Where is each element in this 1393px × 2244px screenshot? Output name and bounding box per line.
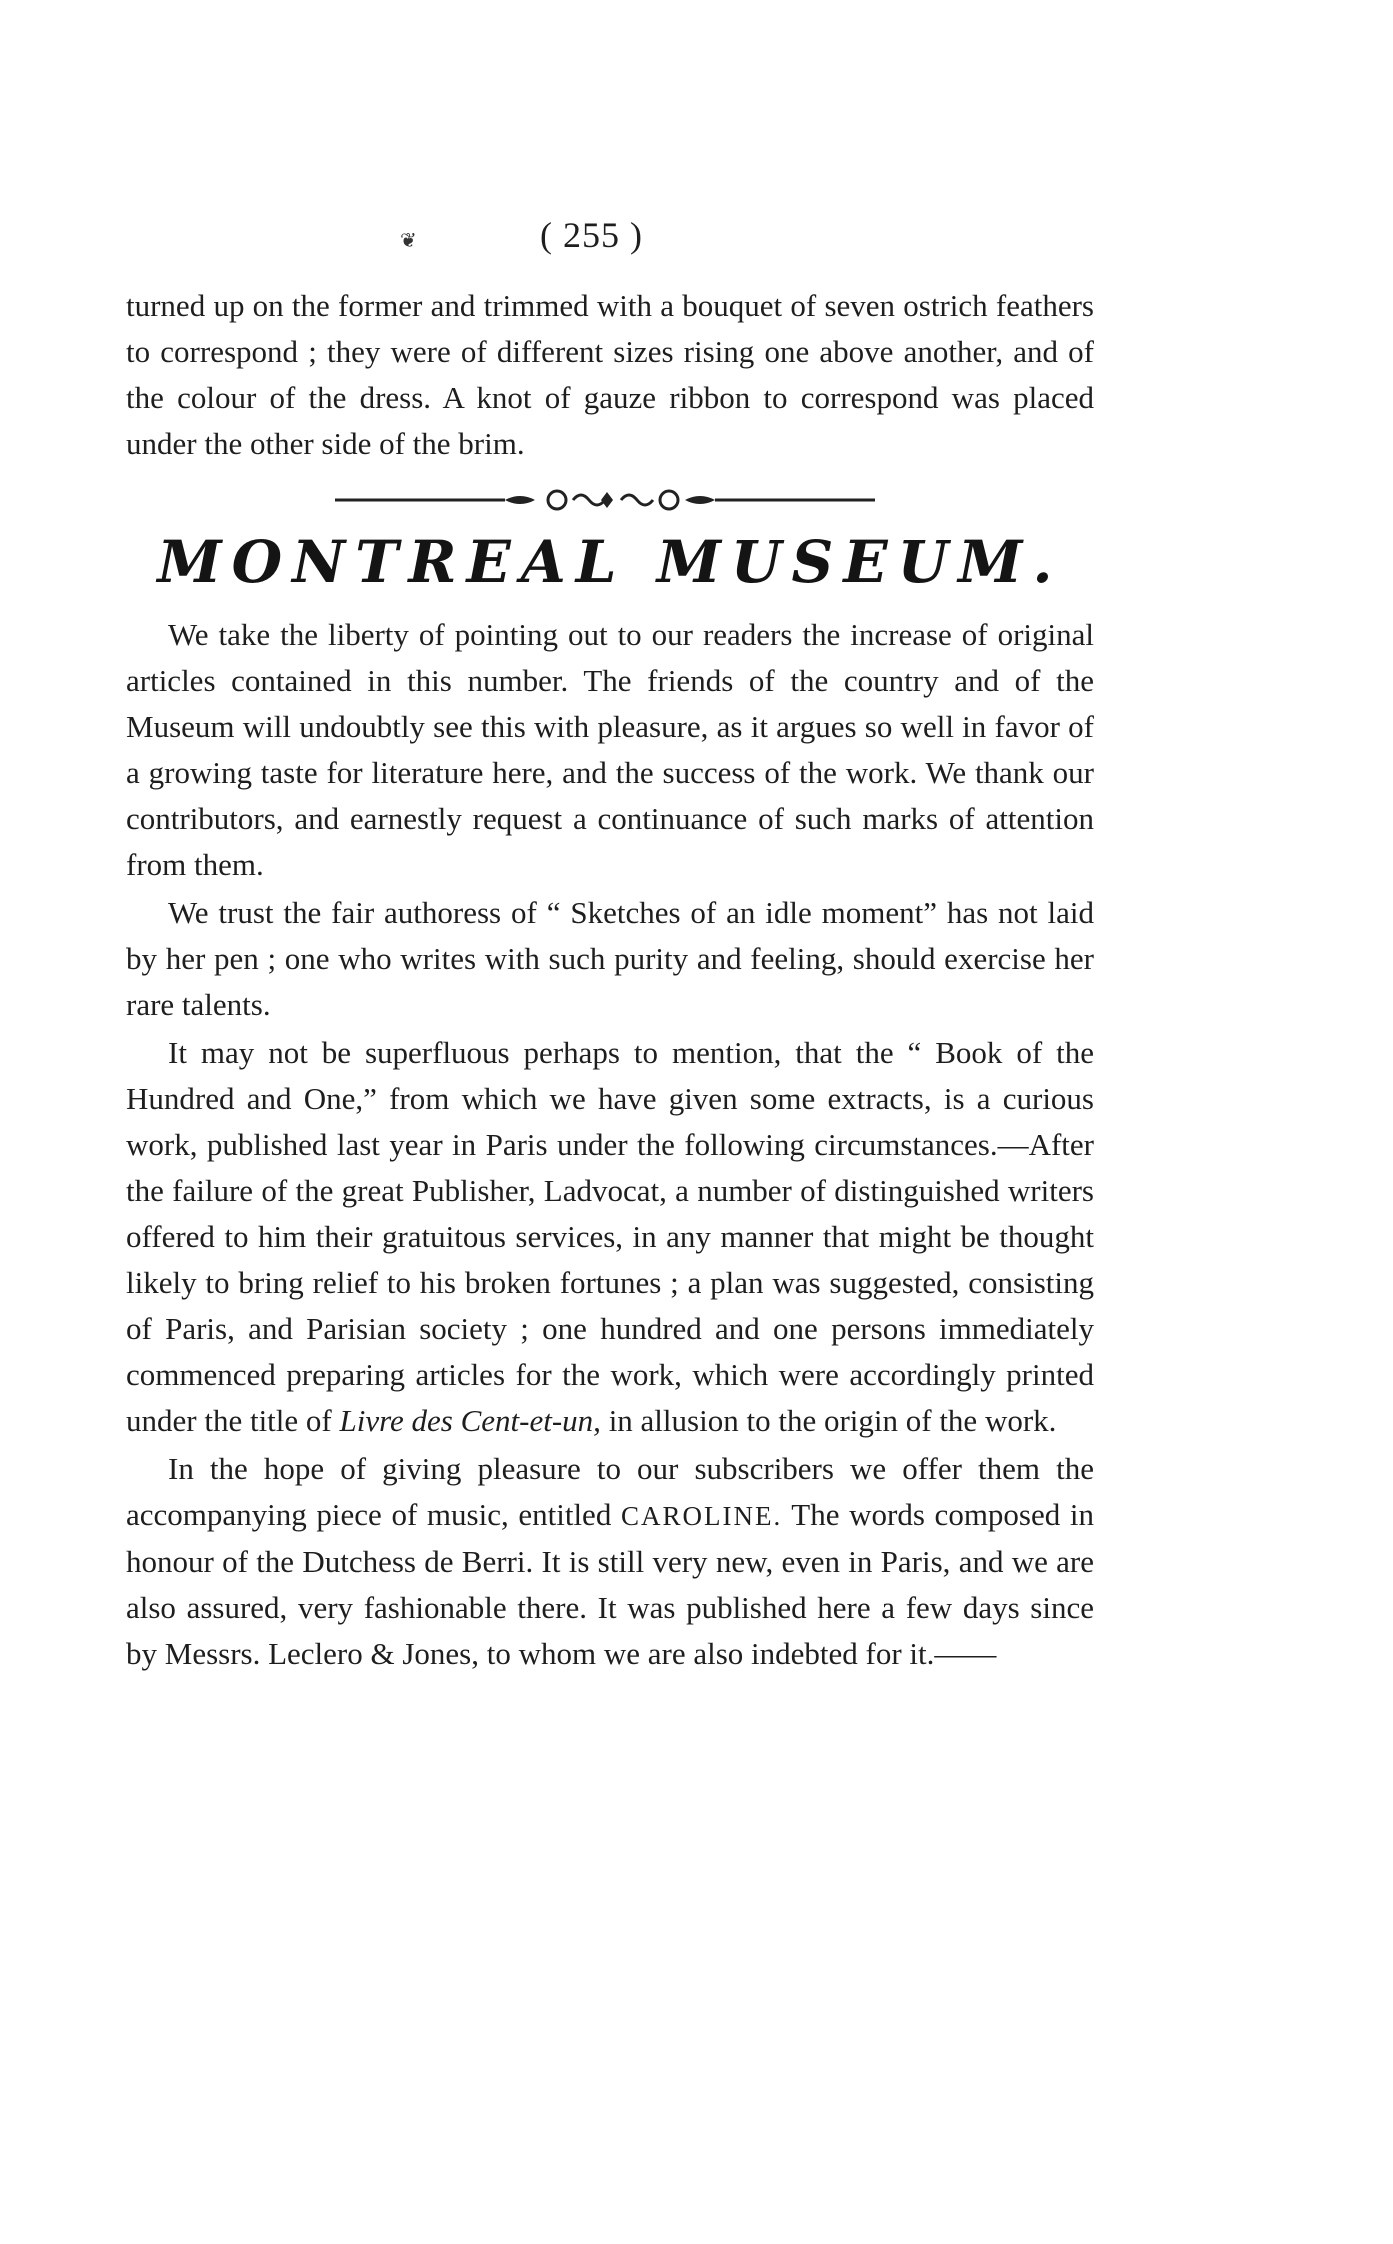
song-title: CAROLINE. [620,1501,783,1531]
continued-paragraph: turned up on the former and trimmed with a bouquet of seven ostrich feathers to correspond ; they were of different sizes rising one above another, and of the colour of the dress. A knot of gauze ribbon to correspond was placed under the other side of the brim. [126,288,1094,461]
page-number: ( 255 ) [540,215,643,255]
paragraph-3 [126,1030,1094,1444]
paragraph-4-text-a: In the hope of giving pleasure to our subscribers we offer them the accompanying piece of music, entitled [126,1451,1094,1532]
printer-mark: ❦ [400,230,417,252]
paragraph-1: We take the liberty of pointing out to our readers the increase of original articles contained in this number. The friends of the country and of the Museum will undoubtly see this with pleasure, as it argues so well in favor of a growing taste for literature here, and the success of the work. We thank our contributors, and earnestly request a continuance of such marks of attention from them. [126,617,1094,882]
section-body [126,612,1094,1679]
paragraph-2: We trust the fair authoress of “ Sketches of an idle moment” has not laid by her pen ; one who writes with such purity and feeling, should exercise her rare talents. [126,895,1094,1022]
continued-paragraph-block [126,283,1094,467]
paragraph-3-text-b: in allusion to the origin of the work. [600,1403,1057,1438]
paragraph-3-text-a: It may not be superfluous perhaps to mention, that the “ Book of the Hundred and One,” from which we have given some extracts, is a curious work, published last year in Paris under the following circumstances.—After the failure of the great Publisher, Ladvocat, a number of distinguished writers offered to him their gratuitous services, in any manner that might be thought likely to bring relief to his broken fortunes ; a plan was suggested, consisting of Paris, and Parisian society ; one hundred and one persons immediately commenced preparing articles for the work, which were accordingly printed under the title of [126,1035,1094,1438]
section-heading: MONTREAL MUSEUM. [157,528,1063,596]
paragraph-4 [126,1446,1094,1677]
paragraph-4-text-b: The words composed in honour of the Dutchess de Berri. It is still very new, even in Paris, and we are also assured, very fashionable there. It was published here a few days since by Messrs. Leclero & Jones, to whom we are also indebted for it.—— [126,1497,1095,1671]
ornamental-divider [335,480,875,520]
book-title: Livre des Cent-et-un, [339,1403,601,1438]
